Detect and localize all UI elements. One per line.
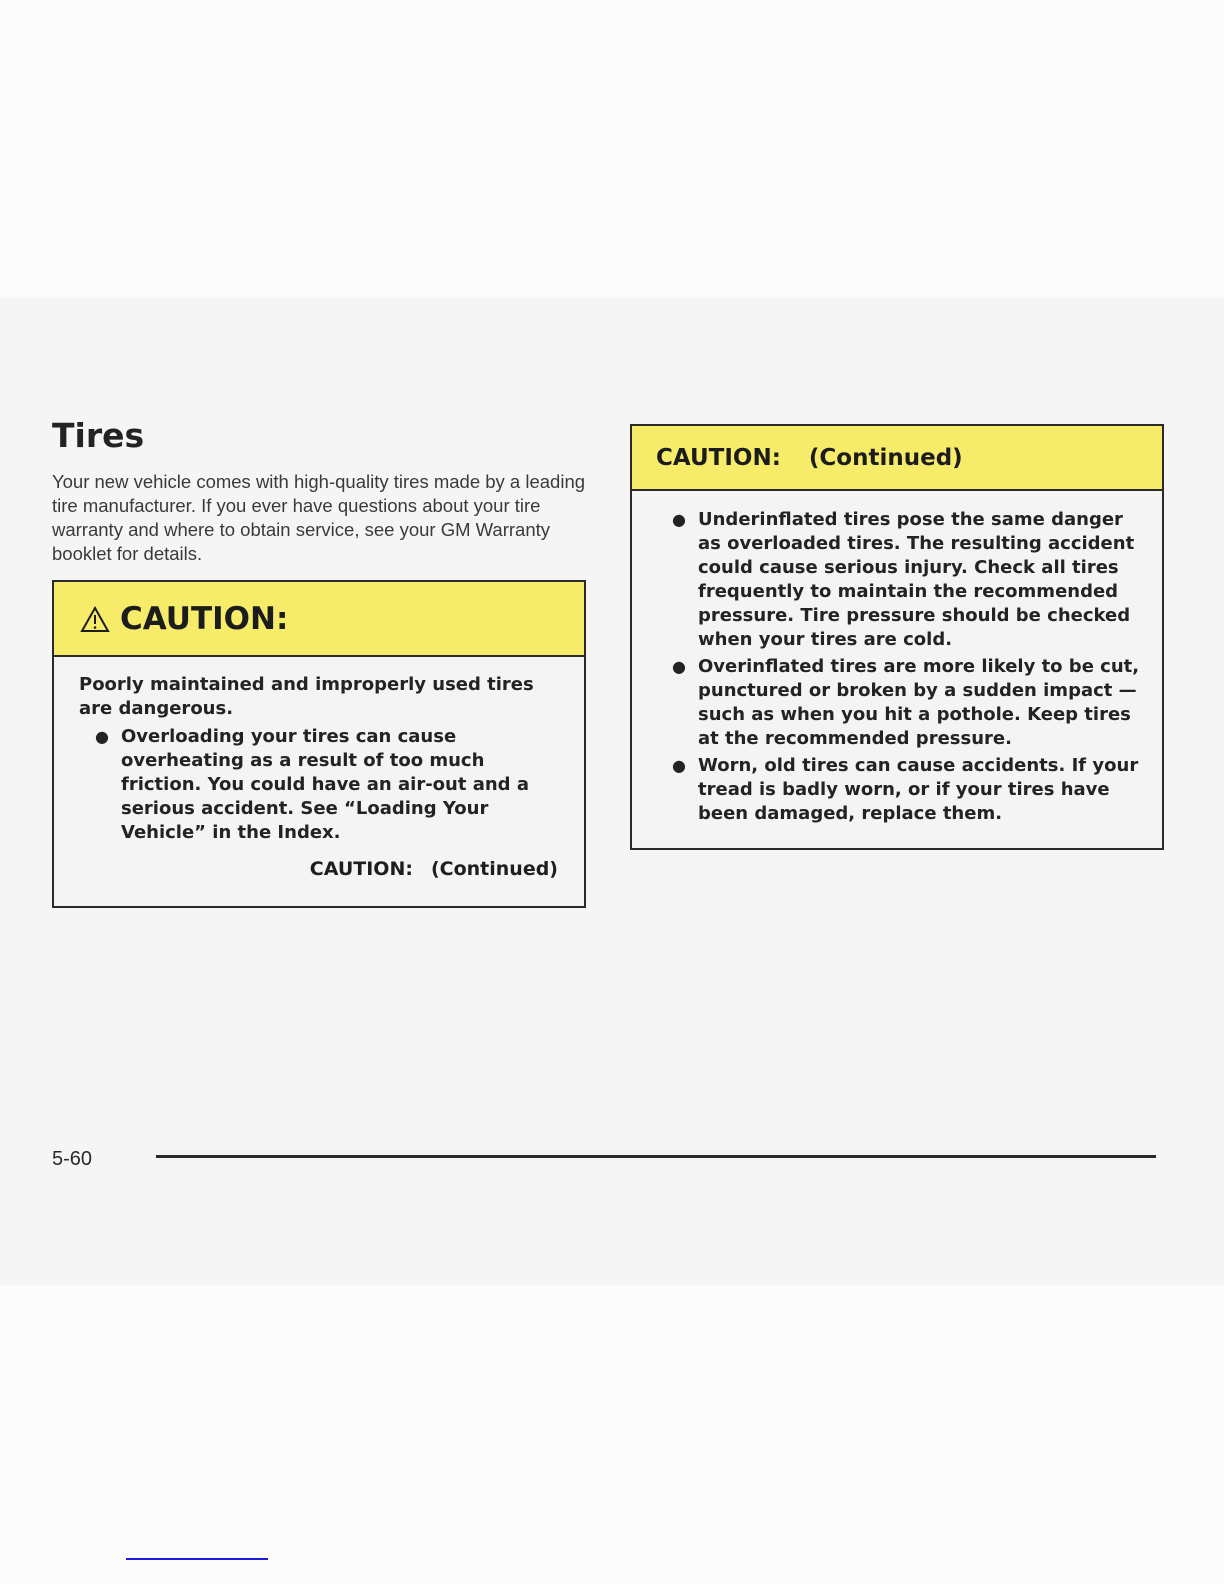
bottom-link-underline[interactable]: [126, 1558, 268, 1560]
caution-box-right: [630, 424, 1164, 850]
caution-lead: Poorly maintained and improperly used tires are dangerous.: [79, 674, 534, 719]
intro-paragraph: Your new vehicle comes with high-quality tires made by a leading tire manufacturer. If you ever have questions about your tire warranty and where to obtain service, see your GM Warranty booklet for details.: [52, 471, 586, 564]
caution-box-left: [52, 580, 586, 908]
bullet-icon: ●: [672, 510, 686, 529]
caution-continued-note: CAUTION: (Continued): [309, 858, 558, 880]
footer-rule: [156, 1155, 1156, 1158]
caution-bullet-list-left: [79, 725, 562, 845]
caution-header-label: CAUTION:: [120, 600, 289, 637]
caution-body-left: [54, 657, 584, 881]
bullet-item: ● Worn, old tires can cause accidents. If your tread is badly worn, or if your tires have been damaged, replace them.: [672, 755, 1139, 824]
bullet-item: ● Overloading your tires can cause overheating as a result of too much friction. You could have an air-out and a serious accident. See “Loading Your Vehicle” in the Index.: [95, 726, 529, 843]
caution-header-label: CAUTION:: [656, 444, 781, 471]
caution-header-note: (Continued): [808, 444, 963, 471]
caution-body-right: [632, 491, 1162, 826]
warning-triangle-icon: [80, 606, 110, 633]
bullet-item: ● Underinflated tires pose the same danger as overloaded tires. The resulting accident could cause serious injury. Check all tires frequently to maintain the recommended pressure. Tire pressure should be checked when your tires are cold.: [672, 509, 1135, 650]
caution-continued-header: [632, 426, 1162, 491]
bullet-icon: ●: [672, 657, 686, 676]
caution-bullet-list-right: [672, 508, 1140, 826]
bullet-item: ● Overinflated tires are more likely to be cut, punctured or broken by a sudden impact — such as when you hit a pothole. Keep tires at the recommended pressure.: [672, 656, 1140, 749]
bullet-icon: ●: [95, 727, 109, 746]
page-number: 5-60: [52, 1148, 93, 1170]
caution-header: [54, 582, 584, 657]
bullet-icon: ●: [672, 756, 686, 775]
section-title: Tires: [52, 416, 145, 455]
